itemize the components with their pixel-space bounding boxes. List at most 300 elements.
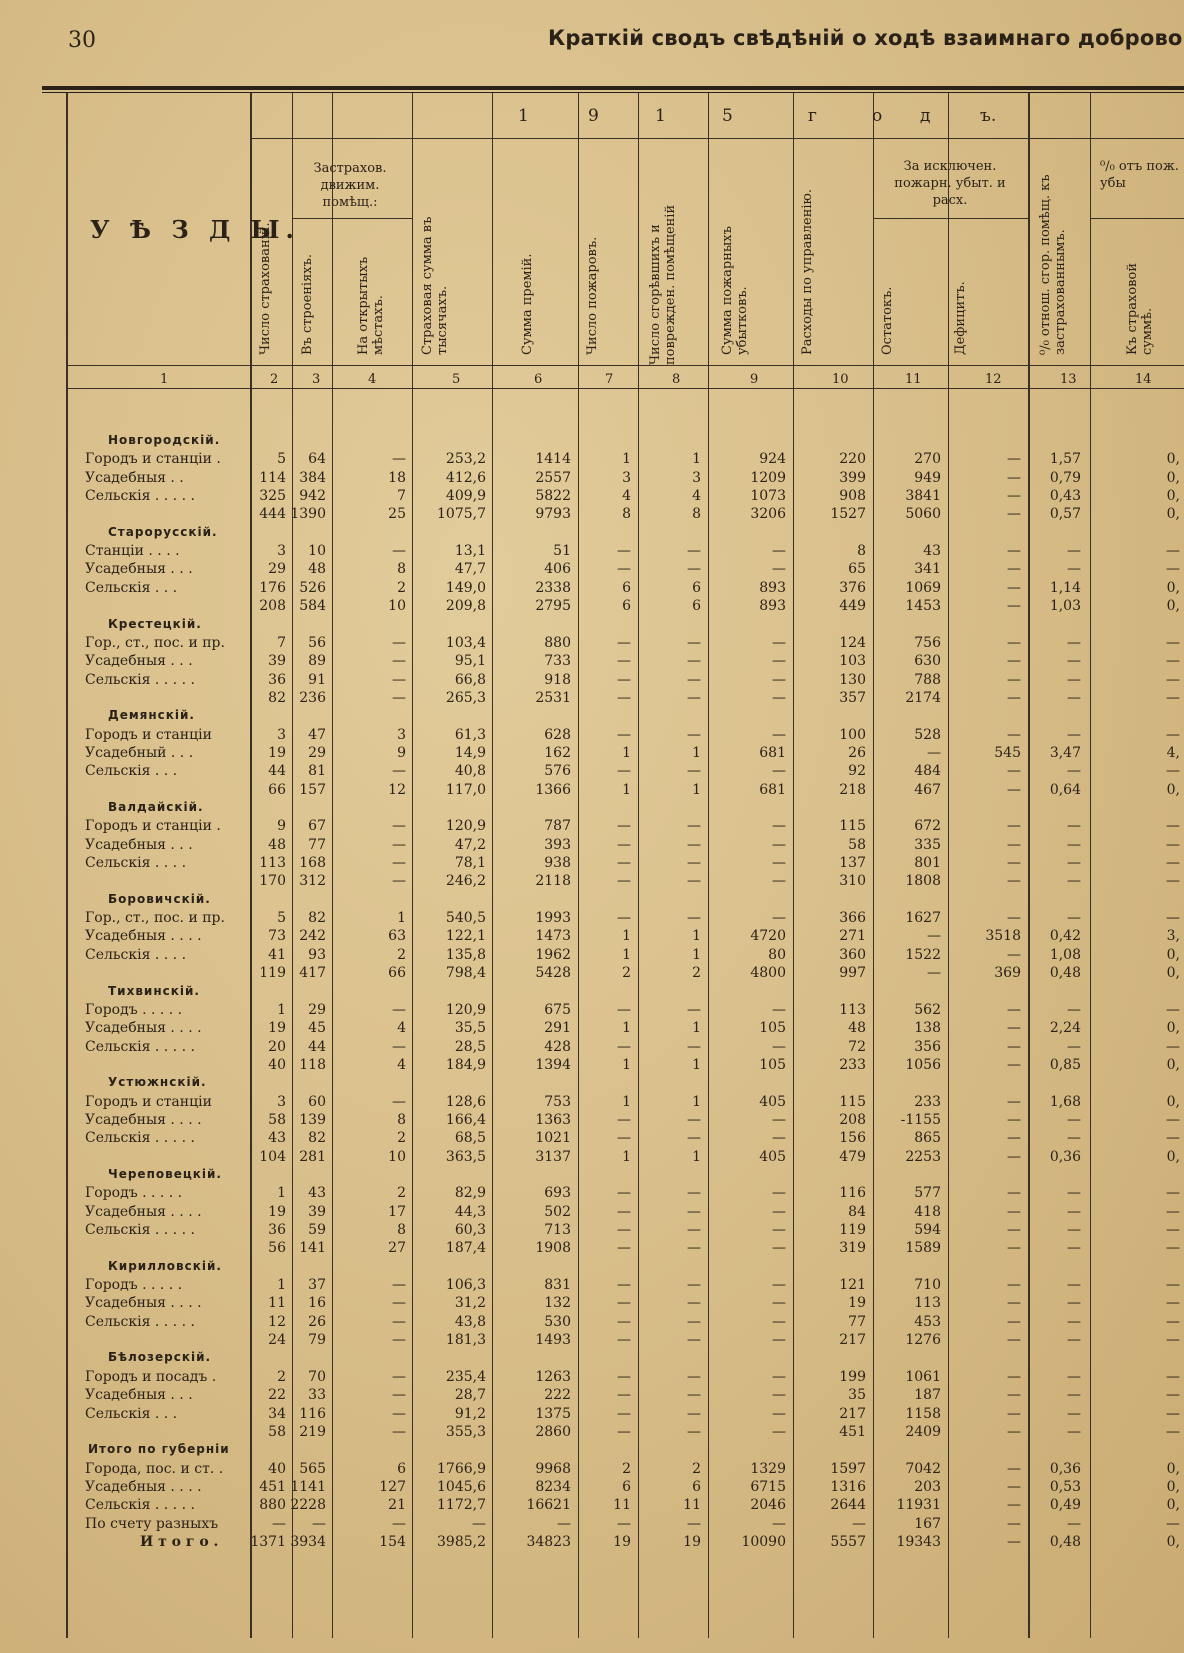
row-label: Гор., ст., пос. и пр. <box>85 635 225 651</box>
table-cell: 41 <box>268 947 286 963</box>
table-cell: 0, <box>1166 1057 1180 1073</box>
table-cell: 1 <box>397 910 406 926</box>
table-cell: 1589 <box>905 1240 941 1256</box>
table-cell: — <box>392 818 406 834</box>
table-cell: 2644 <box>830 1497 866 1513</box>
row-label: Усадебныя . . . <box>85 1387 193 1403</box>
table-cell: 2 <box>397 1185 406 1201</box>
table-cell: 3 <box>397 727 406 743</box>
table-cell: 2118 <box>535 873 571 889</box>
table-cell: 236 <box>299 690 326 706</box>
table-cell: — <box>1007 690 1021 706</box>
table-cell: — <box>1166 561 1180 577</box>
table-cell: 120,9 <box>445 1002 486 1018</box>
table-cell: 45 <box>308 1020 326 1036</box>
row-label: Сельскія . . . . . <box>85 1039 195 1055</box>
table-cell: 16 <box>308 1295 326 1311</box>
table-cell: 66 <box>388 965 406 981</box>
district-name: Старорусскій. <box>108 525 218 539</box>
table-row <box>0 818 1184 836</box>
table-cell: 1 <box>277 1277 286 1293</box>
table-row <box>0 506 1184 524</box>
table-cell: — <box>687 1295 701 1311</box>
table-cell: 1473 <box>535 928 571 944</box>
table-cell: 118 <box>299 1057 326 1073</box>
table-cell: 51 <box>553 543 571 559</box>
column-number: 2 <box>270 372 279 387</box>
year-character: о <box>872 106 883 126</box>
row-label: Городъ . . . . . <box>85 1002 183 1018</box>
table-cell: 628 <box>544 727 571 743</box>
table-cell: 0,85 <box>1049 1057 1081 1073</box>
table-cell: — <box>1166 543 1180 559</box>
table-cell: 6 <box>692 580 701 596</box>
table-cell: 64 <box>308 451 326 467</box>
table-cell: 31,2 <box>454 1295 486 1311</box>
table-cell: 48 <box>308 561 326 577</box>
row-label: Усадебныя . . . . <box>85 1479 202 1495</box>
table-row <box>0 672 1184 690</box>
table-cell: 444 <box>259 506 286 522</box>
table-cell: 319 <box>839 1240 866 1256</box>
row-label: Сельскія . . . <box>85 763 178 779</box>
table-cell: 1 <box>692 928 701 944</box>
table-cell: 19 <box>613 1534 631 1550</box>
table-row <box>0 690 1184 708</box>
table-cell: 7042 <box>905 1461 941 1477</box>
table-cell: 1,68 <box>1049 1094 1081 1110</box>
row-label: И т о г о . <box>140 1534 219 1550</box>
table-cell: 355,3 <box>445 1424 486 1440</box>
table-cell: — <box>772 818 786 834</box>
table-cell: — <box>687 855 701 871</box>
table-cell: 369 <box>994 965 1021 981</box>
table-cell: 1061 <box>905 1369 941 1385</box>
table-cell: 27 <box>388 1240 406 1256</box>
table-cell: 1493 <box>535 1332 571 1348</box>
table-cell: 0,53 <box>1049 1479 1081 1495</box>
table-cell: — <box>772 837 786 853</box>
table-cell: 3 <box>622 470 631 486</box>
table-cell: 44 <box>308 1039 326 1055</box>
table-cell: 1808 <box>905 873 941 889</box>
year-character: 9 <box>588 106 599 126</box>
table-cell: 0, <box>1166 451 1180 467</box>
table-cell: — <box>772 1387 786 1403</box>
table-cell: 1141 <box>290 1479 326 1495</box>
table-cell: — <box>1067 1314 1081 1330</box>
table-cell: — <box>772 763 786 779</box>
table-cell: 2253 <box>905 1149 941 1165</box>
table-cell: 2795 <box>535 598 571 614</box>
table-cell: 162 <box>544 745 571 761</box>
table-cell: 138 <box>914 1020 941 1036</box>
table-cell: 6 <box>397 1461 406 1477</box>
table-cell: — <box>1166 763 1180 779</box>
table-cell: 106,3 <box>445 1277 486 1293</box>
table-cell: — <box>1007 1185 1021 1201</box>
table-cell: — <box>1166 1387 1180 1403</box>
table-cell: 1 <box>692 1057 701 1073</box>
row-label: Усадебныя . . . . <box>85 1204 202 1220</box>
table-cell: — <box>1007 506 1021 522</box>
table-cell: — <box>1007 1020 1021 1036</box>
table-cell: 3518 <box>985 928 1021 944</box>
table-cell: — <box>392 763 406 779</box>
table-cell: — <box>1166 1424 1180 1440</box>
table-cell: 393 <box>544 837 571 853</box>
column-number: 5 <box>452 372 461 387</box>
table-cell: — <box>1067 653 1081 669</box>
table-cell: 58 <box>268 1112 286 1128</box>
table-cell: — <box>1007 818 1021 834</box>
table-cell: 584 <box>299 598 326 614</box>
table-cell: 865 <box>914 1130 941 1146</box>
table-cell: 576 <box>544 763 571 779</box>
table-row <box>0 653 1184 671</box>
group-header-percent: ⁰/₀ отъ пож. убы <box>1100 159 1179 191</box>
table-cell: — <box>392 451 406 467</box>
district-heading-row <box>0 525 1184 543</box>
table-cell: 2409 <box>905 1424 941 1440</box>
table-cell: 12 <box>388 782 406 798</box>
table-cell: 39 <box>308 1204 326 1220</box>
table-cell: — <box>772 653 786 669</box>
table-cell: — <box>1166 1516 1180 1532</box>
table-cell: 0,42 <box>1049 928 1081 944</box>
table-cell: — <box>472 1516 486 1532</box>
table-cell: — <box>1067 1112 1081 1128</box>
table-cell: 1527 <box>830 506 866 522</box>
table-cell: 4800 <box>750 965 786 981</box>
column-header: Расходы по управленію. <box>800 189 815 355</box>
table-cell: — <box>687 1039 701 1055</box>
table-cell: 1329 <box>750 1461 786 1477</box>
table-cell: 11 <box>683 1497 701 1513</box>
table-row <box>0 1240 1184 1258</box>
table-cell: 942 <box>299 488 326 504</box>
table-cell: 6715 <box>750 1479 786 1495</box>
column-header: На открытыхъ мѣстахъ. <box>356 256 386 355</box>
table-cell: 1908 <box>535 1240 571 1256</box>
table-cell: — <box>617 837 631 853</box>
table-cell: 4720 <box>750 928 786 944</box>
column-header: Страховая сумма въ тысячахъ. <box>420 216 450 355</box>
table-cell: 233 <box>914 1094 941 1110</box>
table-cell: — <box>1007 1002 1021 1018</box>
table-cell: — <box>617 543 631 559</box>
table-cell: 265,3 <box>445 690 486 706</box>
year-character: ъ. <box>980 106 997 126</box>
table-cell: — <box>1007 782 1021 798</box>
table-cell: 1263 <box>535 1369 571 1385</box>
table-cell: 3841 <box>905 488 941 504</box>
table-cell: — <box>687 1112 701 1128</box>
table-cell: 124 <box>839 635 866 651</box>
row-label: Сельскія . . . <box>85 580 178 596</box>
table-cell: — <box>1067 763 1081 779</box>
page-header-title: Краткій сводъ свѣдѣній о ходѣ взаимнаго доброво <box>548 26 1183 50</box>
table-cell: — <box>617 910 631 926</box>
table-cell: 1627 <box>905 910 941 926</box>
table-cell: 89 <box>308 653 326 669</box>
table-cell: 120,9 <box>445 818 486 834</box>
table-cell: 19 <box>268 1020 286 1036</box>
table-row <box>0 837 1184 855</box>
row-label: Усадебный . . . <box>85 745 194 761</box>
table-cell: 502 <box>544 1204 571 1220</box>
table-cell: — <box>772 1314 786 1330</box>
table-cell: 3206 <box>750 506 786 522</box>
table-cell: 880 <box>544 635 571 651</box>
table-cell: 80 <box>768 947 786 963</box>
table-cell: — <box>617 855 631 871</box>
table-cell: — <box>1166 818 1180 834</box>
table-cell: — <box>772 1185 786 1201</box>
table-cell: — <box>1007 470 1021 486</box>
district-name: Итого по губерніи <box>88 1442 230 1456</box>
table-cell: 222 <box>544 1387 571 1403</box>
year-character: д <box>920 106 931 126</box>
table-cell: 2 <box>277 1369 286 1385</box>
table-cell: 0,43 <box>1049 488 1081 504</box>
table-cell: 16621 <box>526 1497 571 1513</box>
table-cell: — <box>772 873 786 889</box>
table-cell: — <box>392 635 406 651</box>
table-cell: 82,9 <box>454 1185 486 1201</box>
table-cell: 242 <box>299 928 326 944</box>
column-header: Число пожаровъ. <box>585 236 600 355</box>
table-cell: 43,8 <box>454 1314 486 1330</box>
table-row <box>0 947 1184 965</box>
table-cell: — <box>1007 1424 1021 1440</box>
table-cell: 6 <box>622 598 631 614</box>
table-cell: 0, <box>1166 470 1180 486</box>
table-cell: — <box>617 1387 631 1403</box>
table-cell: 2 <box>397 947 406 963</box>
table-row <box>0 928 1184 946</box>
table-cell: — <box>1067 1185 1081 1201</box>
district-heading-row <box>0 433 1184 451</box>
table-cell: — <box>1067 543 1081 559</box>
table-cell: 48 <box>268 837 286 853</box>
table-cell: 1021 <box>535 1130 571 1146</box>
table-cell: 149,0 <box>445 580 486 596</box>
table-cell: 66 <box>268 782 286 798</box>
district-name: Боровичскій. <box>108 892 211 906</box>
table-cell: 5 <box>277 910 286 926</box>
table-cell: 114 <box>259 470 286 486</box>
table-row <box>0 1332 1184 1350</box>
table-cell: 0, <box>1166 580 1180 596</box>
table-cell: — <box>1166 873 1180 889</box>
district-name: Новгородскій. <box>108 433 221 447</box>
table-cell: 0, <box>1166 598 1180 614</box>
table-cell: 217 <box>839 1332 866 1348</box>
table-cell: 219 <box>299 1424 326 1440</box>
table-cell: — <box>1007 1130 1021 1146</box>
table-cell: 1363 <box>535 1112 571 1128</box>
table-cell: 28,5 <box>454 1039 486 1055</box>
table-cell: 82 <box>308 1130 326 1146</box>
table-cell: 100 <box>839 727 866 743</box>
row-rule <box>250 138 1184 139</box>
table-cell: 28,7 <box>454 1387 486 1403</box>
table-cell: — <box>1067 1406 1081 1422</box>
table-cell: — <box>1007 873 1021 889</box>
table-cell: 137 <box>839 855 866 871</box>
table-cell: — <box>687 1002 701 1018</box>
table-cell: 0, <box>1166 1020 1180 1036</box>
table-cell: — <box>617 1130 631 1146</box>
table-cell: — <box>617 561 631 577</box>
table-cell: 2174 <box>905 690 941 706</box>
table-cell: — <box>1007 1497 1021 1513</box>
row-label: Сельскія . . . . . <box>85 488 195 504</box>
table-cell: 170 <box>259 873 286 889</box>
table-cell: — <box>927 745 941 761</box>
table-cell: — <box>687 1277 701 1293</box>
table-cell: 1,57 <box>1049 451 1081 467</box>
table-cell: 376 <box>839 580 866 596</box>
table-cell: — <box>272 1516 286 1532</box>
table-cell: 405 <box>759 1149 786 1165</box>
table-cell: — <box>772 1130 786 1146</box>
table-cell: 1172,7 <box>437 1497 486 1513</box>
table-cell: — <box>1067 1369 1081 1385</box>
table-cell: — <box>1007 727 1021 743</box>
table-cell: — <box>687 1204 701 1220</box>
table-cell: 2 <box>622 1461 631 1477</box>
table-cell: 9 <box>397 745 406 761</box>
table-cell: — <box>557 1516 571 1532</box>
table-cell: 577 <box>914 1185 941 1201</box>
district-heading-row <box>0 892 1184 910</box>
table-cell: 1 <box>622 1020 631 1036</box>
table-cell: 1 <box>692 451 701 467</box>
table-cell: 199 <box>839 1369 866 1385</box>
row-label: Сельскія . . . <box>85 1406 178 1422</box>
column-number: 12 <box>985 372 1002 387</box>
table-cell: — <box>1166 1369 1180 1385</box>
table-cell: 418 <box>914 1204 941 1220</box>
table-cell: — <box>1166 837 1180 853</box>
row-rule <box>66 388 1184 389</box>
column-header: ⁰/₀ отнош. сгор. помѣщ. къ застрахованнымъ. <box>1038 174 1068 355</box>
table-cell: 6 <box>692 598 701 614</box>
table-cell: — <box>1067 1332 1081 1348</box>
row-label: Усадебныя . . <box>85 470 184 486</box>
table-cell: 594 <box>914 1222 941 1238</box>
table-cell: 58 <box>268 1424 286 1440</box>
column-header: Число страхованій. <box>258 222 273 355</box>
table-row <box>0 1295 1184 1313</box>
table-cell: 208 <box>259 598 286 614</box>
table-cell: 530 <box>544 1314 571 1330</box>
table-cell: 44,3 <box>454 1204 486 1220</box>
table-cell: 801 <box>914 855 941 871</box>
table-cell: — <box>687 561 701 577</box>
table-cell: — <box>687 1130 701 1146</box>
table-cell: 1 <box>277 1185 286 1201</box>
table-cell: 19 <box>848 1295 866 1311</box>
table-cell: 113 <box>259 855 286 871</box>
table-cell: 128,6 <box>445 1094 486 1110</box>
table-cell: 187,4 <box>445 1240 486 1256</box>
table-row <box>0 745 1184 763</box>
district-name: Валдайскій. <box>108 800 204 814</box>
table-cell: 798,4 <box>445 965 486 981</box>
table-cell: — <box>1166 1002 1180 1018</box>
table-cell: 0, <box>1166 782 1180 798</box>
table-cell: — <box>1007 837 1021 853</box>
table-row <box>0 1461 1184 1479</box>
table-cell: 5 <box>277 451 286 467</box>
table-cell: 5822 <box>535 488 571 504</box>
table-cell: 68,5 <box>454 1130 486 1146</box>
top-rule <box>42 86 1184 90</box>
table-cell: — <box>617 1185 631 1201</box>
table-cell: 1375 <box>535 1406 571 1422</box>
table-cell: — <box>687 1314 701 1330</box>
table-cell: — <box>392 690 406 706</box>
table-cell: — <box>772 672 786 688</box>
row-label: Усадебныя . . . <box>85 561 193 577</box>
table-row <box>0 451 1184 469</box>
column-header: Въ строеніяхъ. <box>300 253 315 355</box>
table-cell: — <box>1166 727 1180 743</box>
table-cell: — <box>927 965 941 981</box>
table-cell: 449 <box>839 598 866 614</box>
table-cell: 484 <box>914 763 941 779</box>
table-cell: 0, <box>1166 1461 1180 1477</box>
table-cell: 1,03 <box>1049 598 1081 614</box>
table-cell: 29 <box>268 561 286 577</box>
table-row <box>0 470 1184 488</box>
district-heading-row <box>0 1350 1184 1368</box>
table-cell: — <box>1007 1406 1021 1422</box>
table-row <box>0 1222 1184 1240</box>
table-cell: — <box>1007 672 1021 688</box>
table-row <box>0 1314 1184 1332</box>
table-cell: — <box>1166 855 1180 871</box>
column-number: 14 <box>1135 372 1152 387</box>
table-cell: 116 <box>839 1185 866 1201</box>
district-name: Череповецкій. <box>108 1167 222 1181</box>
table-cell: — <box>392 1277 406 1293</box>
table-cell: — <box>617 653 631 669</box>
table-cell: 788 <box>914 672 941 688</box>
district-heading-row <box>0 1167 1184 1185</box>
table-cell: — <box>392 1002 406 1018</box>
table-cell: 48 <box>848 1020 866 1036</box>
table-row <box>0 910 1184 928</box>
table-cell: — <box>687 653 701 669</box>
table-cell: 139 <box>299 1112 326 1128</box>
table-cell: 6 <box>622 1479 631 1495</box>
table-cell: 528 <box>914 727 941 743</box>
table-cell: 675 <box>544 1002 571 1018</box>
table-cell: 713 <box>544 1222 571 1238</box>
table-cell: 36 <box>268 672 286 688</box>
table-cell: — <box>1007 580 1021 596</box>
table-cell: 166,4 <box>445 1112 486 1128</box>
table-cell: — <box>687 1387 701 1403</box>
table-cell: — <box>1007 1094 1021 1110</box>
table-cell: 187 <box>914 1387 941 1403</box>
table-cell: — <box>617 1204 631 1220</box>
table-cell: — <box>1166 1204 1180 1220</box>
